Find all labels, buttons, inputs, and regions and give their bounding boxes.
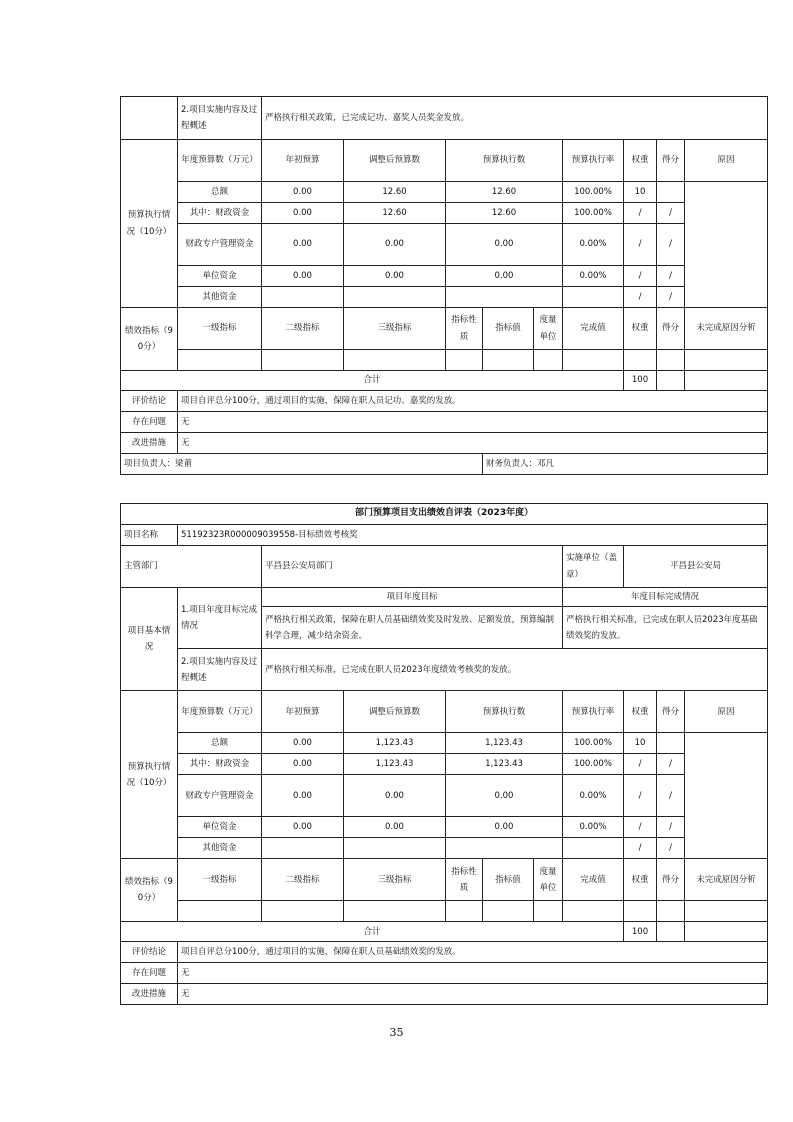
improve-label: 改进措施 [121, 984, 178, 1005]
perf-header: 指标性质 [446, 859, 483, 901]
total-score [657, 371, 685, 391]
budget-reason [685, 182, 768, 308]
budget-rate: 0.00% [563, 224, 624, 266]
perf-header: 完成值 [563, 308, 624, 350]
perf-header: 三级指标 [344, 859, 446, 901]
perf-section-label: 绩效指标（90分） [121, 308, 178, 371]
budget-initial: 0.00 [262, 733, 344, 754]
budget-row-label: 财政专户管理资金 [178, 775, 262, 817]
budget-rate: 100.00% [563, 182, 624, 203]
budget-header: 年度预算数（万元） [178, 691, 262, 733]
perf-header: 得分 [657, 859, 685, 901]
project-name-value: 51192323R000009039558-目标绩效考核奖 [178, 525, 768, 546]
budget-score: / [657, 817, 685, 838]
perf-cell [685, 350, 768, 371]
impl-label: 2.项目实施内容及过程概述 [178, 649, 262, 691]
perf-header: 一级指标 [178, 308, 262, 350]
budget-initial: 0.00 [262, 754, 344, 775]
budget-executed: 0.00 [446, 266, 563, 287]
perf-header: 指标值 [483, 308, 534, 350]
total-label: 合计 [121, 371, 624, 391]
goal-text: 严格执行相关政策，保障在职人员基础绩效奖及时发放、足额发放，预算编制科学合理，减少结余资金。 [262, 607, 563, 649]
budget-header: 预算执行率 [563, 691, 624, 733]
perf-cell [446, 901, 483, 922]
budget-initial: 0.00 [262, 266, 344, 287]
perf-cell [657, 901, 685, 922]
budget-executed: 1,123.43 [446, 733, 563, 754]
budget-weight: / [624, 287, 657, 308]
budget-adjusted: 0.00 [344, 224, 446, 266]
perf-cell [262, 901, 344, 922]
budget-adjusted: 0.00 [344, 775, 446, 817]
budget-header: 年度预算数（万元） [178, 140, 262, 182]
perf-header: 度量单位 [534, 859, 563, 901]
budget-adjusted: 12.60 [344, 182, 446, 203]
budget-score [657, 733, 685, 754]
page-number: 35 [389, 1026, 404, 1039]
perf-header: 权重 [624, 308, 657, 350]
budget-header: 权重 [624, 691, 657, 733]
budget-header: 得分 [657, 691, 685, 733]
perf-cell [262, 350, 344, 371]
perf-cell [344, 901, 446, 922]
budget-rate [563, 838, 624, 859]
perf-header: 度量单位 [534, 308, 563, 350]
budget-row-label: 总额 [178, 182, 262, 203]
perf-cell [657, 350, 685, 371]
evaluation-table-2023 [120, 503, 768, 1005]
budget-executed: 12.60 [446, 203, 563, 224]
blank-cell [121, 97, 178, 140]
budget-header: 调整后预算数 [344, 691, 446, 733]
perf-header: 未完成原因分析 [685, 859, 768, 901]
budget-reason [685, 733, 768, 859]
total-weight: 100 [624, 922, 657, 942]
budget-executed: 0.00 [446, 775, 563, 817]
budget-initial: 0.00 [262, 182, 344, 203]
issue-text: 无 [178, 412, 768, 433]
budget-executed: 1,123.43 [446, 754, 563, 775]
perf-cell [483, 350, 534, 371]
budget-row-label: 单位资金 [178, 266, 262, 287]
budget-weight: / [624, 224, 657, 266]
issue-label: 存在问题 [121, 963, 178, 984]
budget-row-label: 其中：财政资金 [178, 754, 262, 775]
improve-text: 无 [178, 984, 768, 1005]
finance-leader: 财务负责人：邓凡 [483, 454, 768, 475]
perf-header: 得分 [657, 308, 685, 350]
budget-executed [446, 838, 563, 859]
budget-initial: 0.00 [262, 203, 344, 224]
perf-cell [624, 350, 657, 371]
done-text: 严格执行相关标准，已完成在职人员2023年度基础绩效奖的发放。 [563, 607, 768, 649]
perf-header: 未完成原因分析 [685, 308, 768, 350]
done-header: 年度目标完成情况 [563, 588, 768, 607]
perf-cell [178, 350, 262, 371]
budget-initial [262, 287, 344, 308]
table-title: 部门预算项目支出绩效自评表（2023年度） [121, 504, 768, 525]
budget-initial: 0.00 [262, 224, 344, 266]
perf-cell [563, 350, 624, 371]
dept-value: 平昌县公安局部门 [262, 546, 563, 588]
budget-score: / [657, 838, 685, 859]
budget-weight: 10 [624, 182, 657, 203]
budget-header: 得分 [657, 140, 685, 182]
budget-weight: / [624, 817, 657, 838]
budget-executed: 0.00 [446, 224, 563, 266]
budget-header: 原因 [685, 140, 768, 182]
perf-header: 二级指标 [262, 308, 344, 350]
budget-header: 预算执行数 [446, 691, 563, 733]
budget-header: 原因 [685, 691, 768, 733]
budget-score: / [657, 287, 685, 308]
budget-adjusted [344, 838, 446, 859]
total-label: 合计 [121, 922, 624, 942]
perf-header: 二级指标 [262, 859, 344, 901]
budget-score: / [657, 754, 685, 775]
budget-executed: 0.00 [446, 817, 563, 838]
budget-header: 权重 [624, 140, 657, 182]
budget-executed: 12.60 [446, 182, 563, 203]
budget-header: 年初预算 [262, 140, 344, 182]
budget-score: / [657, 266, 685, 287]
budget-score: / [657, 775, 685, 817]
perf-cell [483, 901, 534, 922]
budget-adjusted: 1,123.43 [344, 733, 446, 754]
total-weight: 100 [624, 371, 657, 391]
budget-row-label: 财政专户管理资金 [178, 224, 262, 266]
budget-executed [446, 287, 563, 308]
budget-rate: 100.00% [563, 733, 624, 754]
budget-header: 预算执行率 [563, 140, 624, 182]
budget-row-label: 单位资金 [178, 817, 262, 838]
budget-row-label: 其他资金 [178, 838, 262, 859]
budget-adjusted: 12.60 [344, 203, 446, 224]
total-reason [685, 922, 768, 942]
budget-adjusted [344, 287, 446, 308]
budget-score [657, 182, 685, 203]
budget-weight: 10 [624, 733, 657, 754]
goal-header: 项目年度目标 [262, 588, 563, 607]
budget-section-label: 预算执行情况（10分） [121, 140, 178, 308]
impl-unit-label: 实施单位（盖章） [563, 546, 624, 588]
impl-text: 严格执行相关政策，已完成记功、嘉奖人员奖金发放。 [262, 97, 768, 140]
project-name-label: 项目名称 [121, 525, 178, 546]
budget-weight: / [624, 838, 657, 859]
budget-rate: 0.00% [563, 266, 624, 287]
budget-adjusted: 0.00 [344, 817, 446, 838]
budget-rate: 100.00% [563, 754, 624, 775]
perf-header: 一级指标 [178, 859, 262, 901]
perf-cell [178, 901, 262, 922]
budget-weight: / [624, 775, 657, 817]
impl-label: 2.项目实施内容及过程概述 [178, 97, 262, 140]
budget-initial: 0.00 [262, 775, 344, 817]
budget-row-label: 总额 [178, 733, 262, 754]
budget-initial [262, 838, 344, 859]
goal-row-label: 1.项目年度目标完成情况 [178, 588, 262, 649]
eval-text: 项目自评总分100分，通过项目的实施，保障在职人员基础绩效奖的发放。 [178, 942, 768, 963]
budget-rate [563, 287, 624, 308]
budget-header: 预算执行数 [446, 140, 563, 182]
budget-adjusted: 0.00 [344, 266, 446, 287]
perf-header: 指标值 [483, 859, 534, 901]
budget-section-label: 预算执行情况（10分） [121, 691, 178, 859]
evaluation-table-continued [120, 96, 768, 475]
eval-text: 项目自评总分100分，通过项目的实施，保障在职人员记功、嘉奖的发放。 [178, 391, 768, 412]
perf-cell [624, 901, 657, 922]
budget-rate: 0.00% [563, 817, 624, 838]
perf-header: 权重 [624, 859, 657, 901]
perf-header: 完成值 [563, 859, 624, 901]
total-reason [685, 371, 768, 391]
perf-cell [534, 901, 563, 922]
perf-cell [685, 901, 768, 922]
eval-label: 评价结论 [121, 942, 178, 963]
perf-cell [446, 350, 483, 371]
perf-cell [344, 350, 446, 371]
issue-text: 无 [178, 963, 768, 984]
perf-header: 指标性质 [446, 308, 483, 350]
budget-weight: / [624, 754, 657, 775]
impl-unit-value: 平昌县公安局 [624, 546, 768, 588]
budget-rate: 100.00% [563, 203, 624, 224]
perf-cell [534, 350, 563, 371]
improve-text: 无 [178, 433, 768, 454]
budget-header: 调整后预算数 [344, 140, 446, 182]
budget-score: / [657, 224, 685, 266]
budget-score: / [657, 203, 685, 224]
budget-row-label: 其他资金 [178, 287, 262, 308]
perf-cell [563, 901, 624, 922]
impl-text: 严格执行相关标准，已完成在职人员2023年度绩效考核奖的发放。 [262, 649, 768, 691]
budget-header: 年初预算 [262, 691, 344, 733]
issue-label: 存在问题 [121, 412, 178, 433]
budget-adjusted: 1,123.43 [344, 754, 446, 775]
perf-header: 三级指标 [344, 308, 446, 350]
project-leader: 项目负责人：梁莆 [121, 454, 483, 475]
total-score [657, 922, 685, 942]
budget-rate: 0.00% [563, 775, 624, 817]
budget-initial: 0.00 [262, 817, 344, 838]
basic-section-label: 项目基本情况 [121, 588, 178, 691]
perf-section-label: 绩效指标（90分） [121, 859, 178, 922]
improve-label: 改进措施 [121, 433, 178, 454]
dept-label: 主管部门 [121, 546, 262, 588]
budget-weight: / [624, 266, 657, 287]
eval-label: 评价结论 [121, 391, 178, 412]
budget-weight: / [624, 203, 657, 224]
budget-row-label: 其中：财政资金 [178, 203, 262, 224]
